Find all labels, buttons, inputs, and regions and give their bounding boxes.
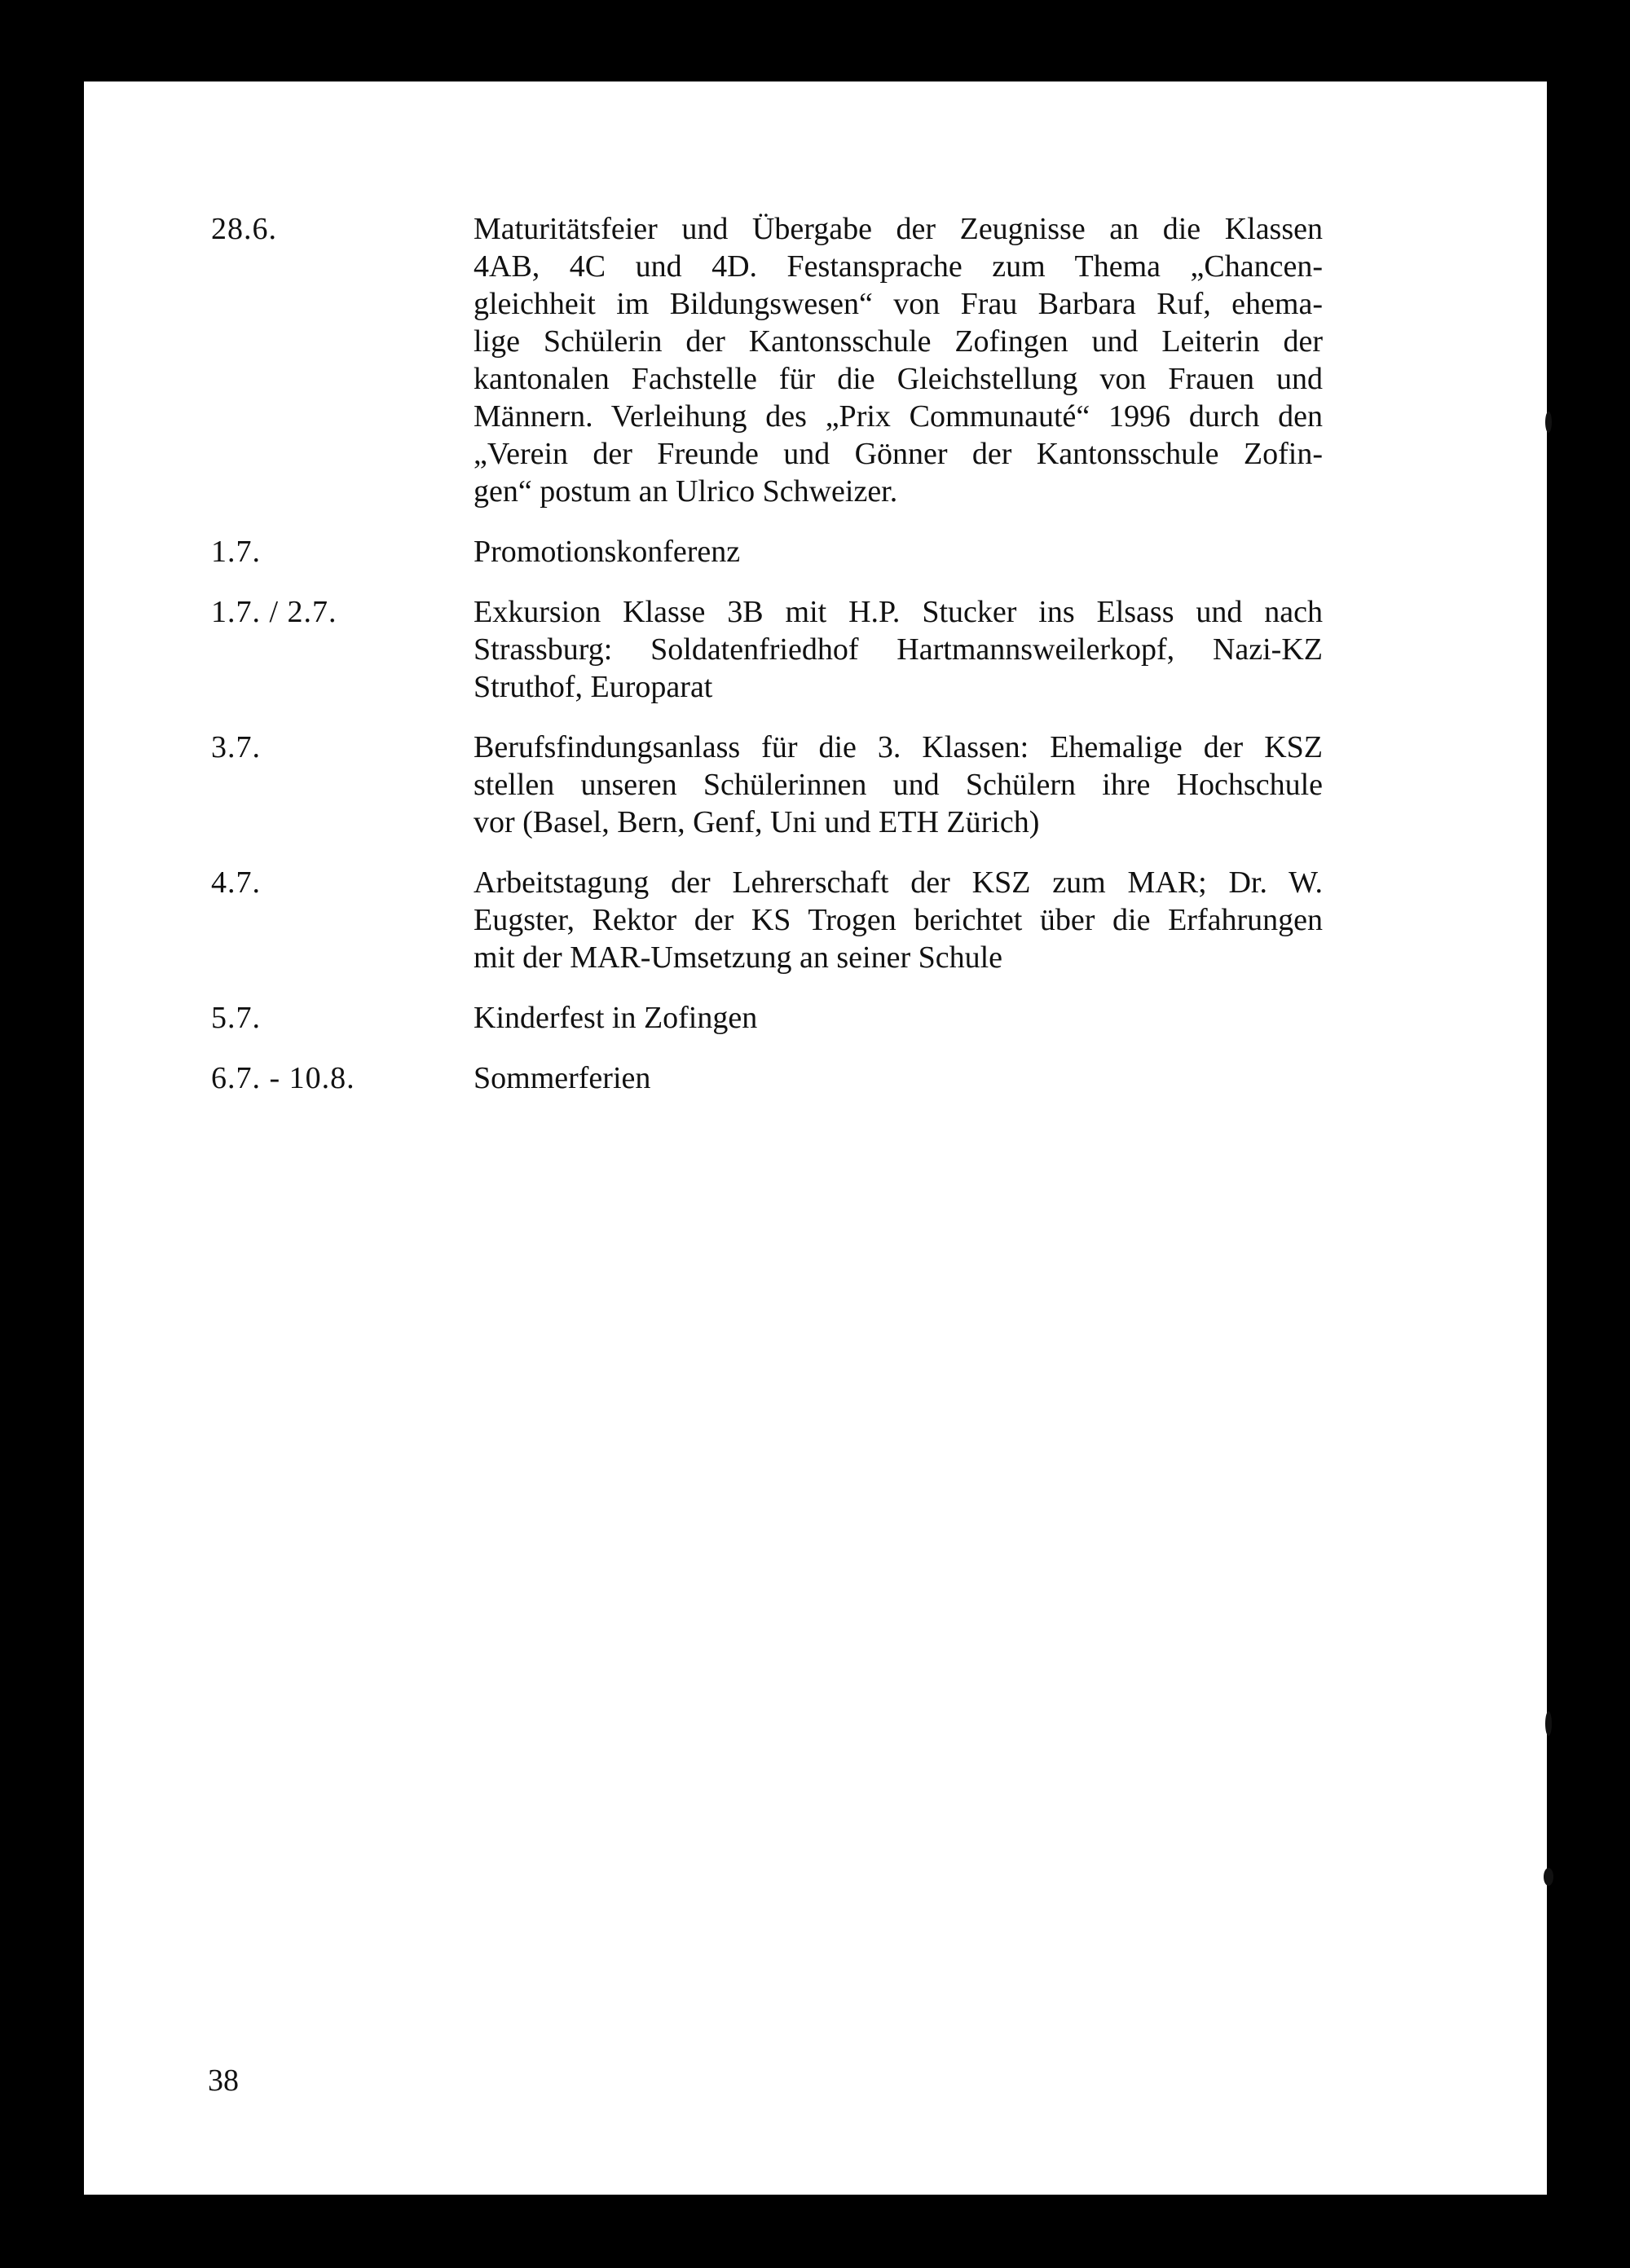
document-page — [84, 81, 1547, 2195]
entry-date: 5.7. — [211, 1001, 261, 1035]
scan-mark — [1545, 1711, 1552, 1736]
entry-date: 1.7. / 2.7. — [211, 595, 337, 629]
entry-date: 6.7. - 10.8. — [211, 1061, 355, 1095]
list-item — [211, 999, 1409, 1037]
text-line: Promotionskonferenz — [474, 535, 741, 569]
text-line: gen“ postum an Ulrico Schweizer. — [474, 474, 898, 509]
entry-description — [474, 1059, 1323, 1097]
list-item — [211, 593, 1409, 706]
list-item — [211, 1059, 1409, 1097]
chronology-list — [211, 210, 1409, 1120]
text-line: Maturitätsfeier und Übergabe der Zeugnisse an die Klassen — [474, 212, 1323, 246]
entry-description — [474, 729, 1323, 841]
entry-description — [474, 999, 1323, 1037]
scan-mark — [1545, 412, 1552, 433]
text-line: mit der MAR-Umsetzung an seiner Schule — [474, 940, 1003, 975]
text-line: Männern. Verleihung des „Prix Communauté“ 1996 durch den — [474, 399, 1323, 434]
text-line: lige Schülerin der Kantonsschule Zofingen und Leiterin der — [474, 324, 1323, 359]
page-number: 38 — [208, 2063, 239, 2098]
text-line: Arbeitstagung der Lehrerschaft der KSZ zum MAR; Dr. W. — [474, 865, 1323, 900]
list-item — [211, 210, 1409, 510]
text-line: Struthof, Europarat — [474, 670, 713, 704]
text-line: 4AB, 4C und 4D. Festansprache zum Thema „Chancen- — [474, 249, 1323, 284]
entry-date: 3.7. — [211, 730, 261, 764]
text-line: kantonalen Fachstelle für die Gleichstellung von Frauen und — [474, 362, 1323, 396]
entry-description — [474, 864, 1323, 976]
entry-description — [474, 210, 1323, 510]
text-line: Berufsfindungsanlass für die 3. Klassen: Ehemalige der KSZ — [474, 730, 1323, 764]
text-line: Sommerferien — [474, 1061, 651, 1095]
list-item — [211, 533, 1409, 570]
text-line: Kinderfest in Zofingen — [474, 1001, 758, 1035]
text-line: Exkursion Klasse 3B mit H.P. Stucker ins Elsass und nach — [474, 595, 1323, 629]
entry-description — [474, 593, 1323, 706]
text-line: gleichheit im Bildungswesen“ von Frau Barbara Ruf, ehema- — [474, 287, 1323, 321]
entry-description — [474, 533, 1323, 570]
list-item — [211, 864, 1409, 976]
entry-date: 4.7. — [211, 865, 261, 900]
text-line: Strassburg: Soldatenfriedhof Hartmannsweilerkopf, Nazi-KZ — [474, 632, 1323, 667]
text-line: Eugster, Rektor der KS Trogen berichtet über die Erfahrungen — [474, 903, 1323, 937]
entry-date: 28.6. — [211, 212, 277, 246]
text-line: vor (Basel, Bern, Genf, Uni und ETH Zürich) — [474, 805, 1040, 839]
text-line: stellen unseren Schülerinnen und Schülern ihre Hochschule — [474, 768, 1323, 802]
text-line: „Verein der Freunde und Gönner der Kantonsschule Zofin- — [474, 437, 1323, 471]
list-item — [211, 729, 1409, 841]
scan-mark — [1544, 1868, 1553, 1886]
entry-date: 1.7. — [211, 535, 261, 569]
